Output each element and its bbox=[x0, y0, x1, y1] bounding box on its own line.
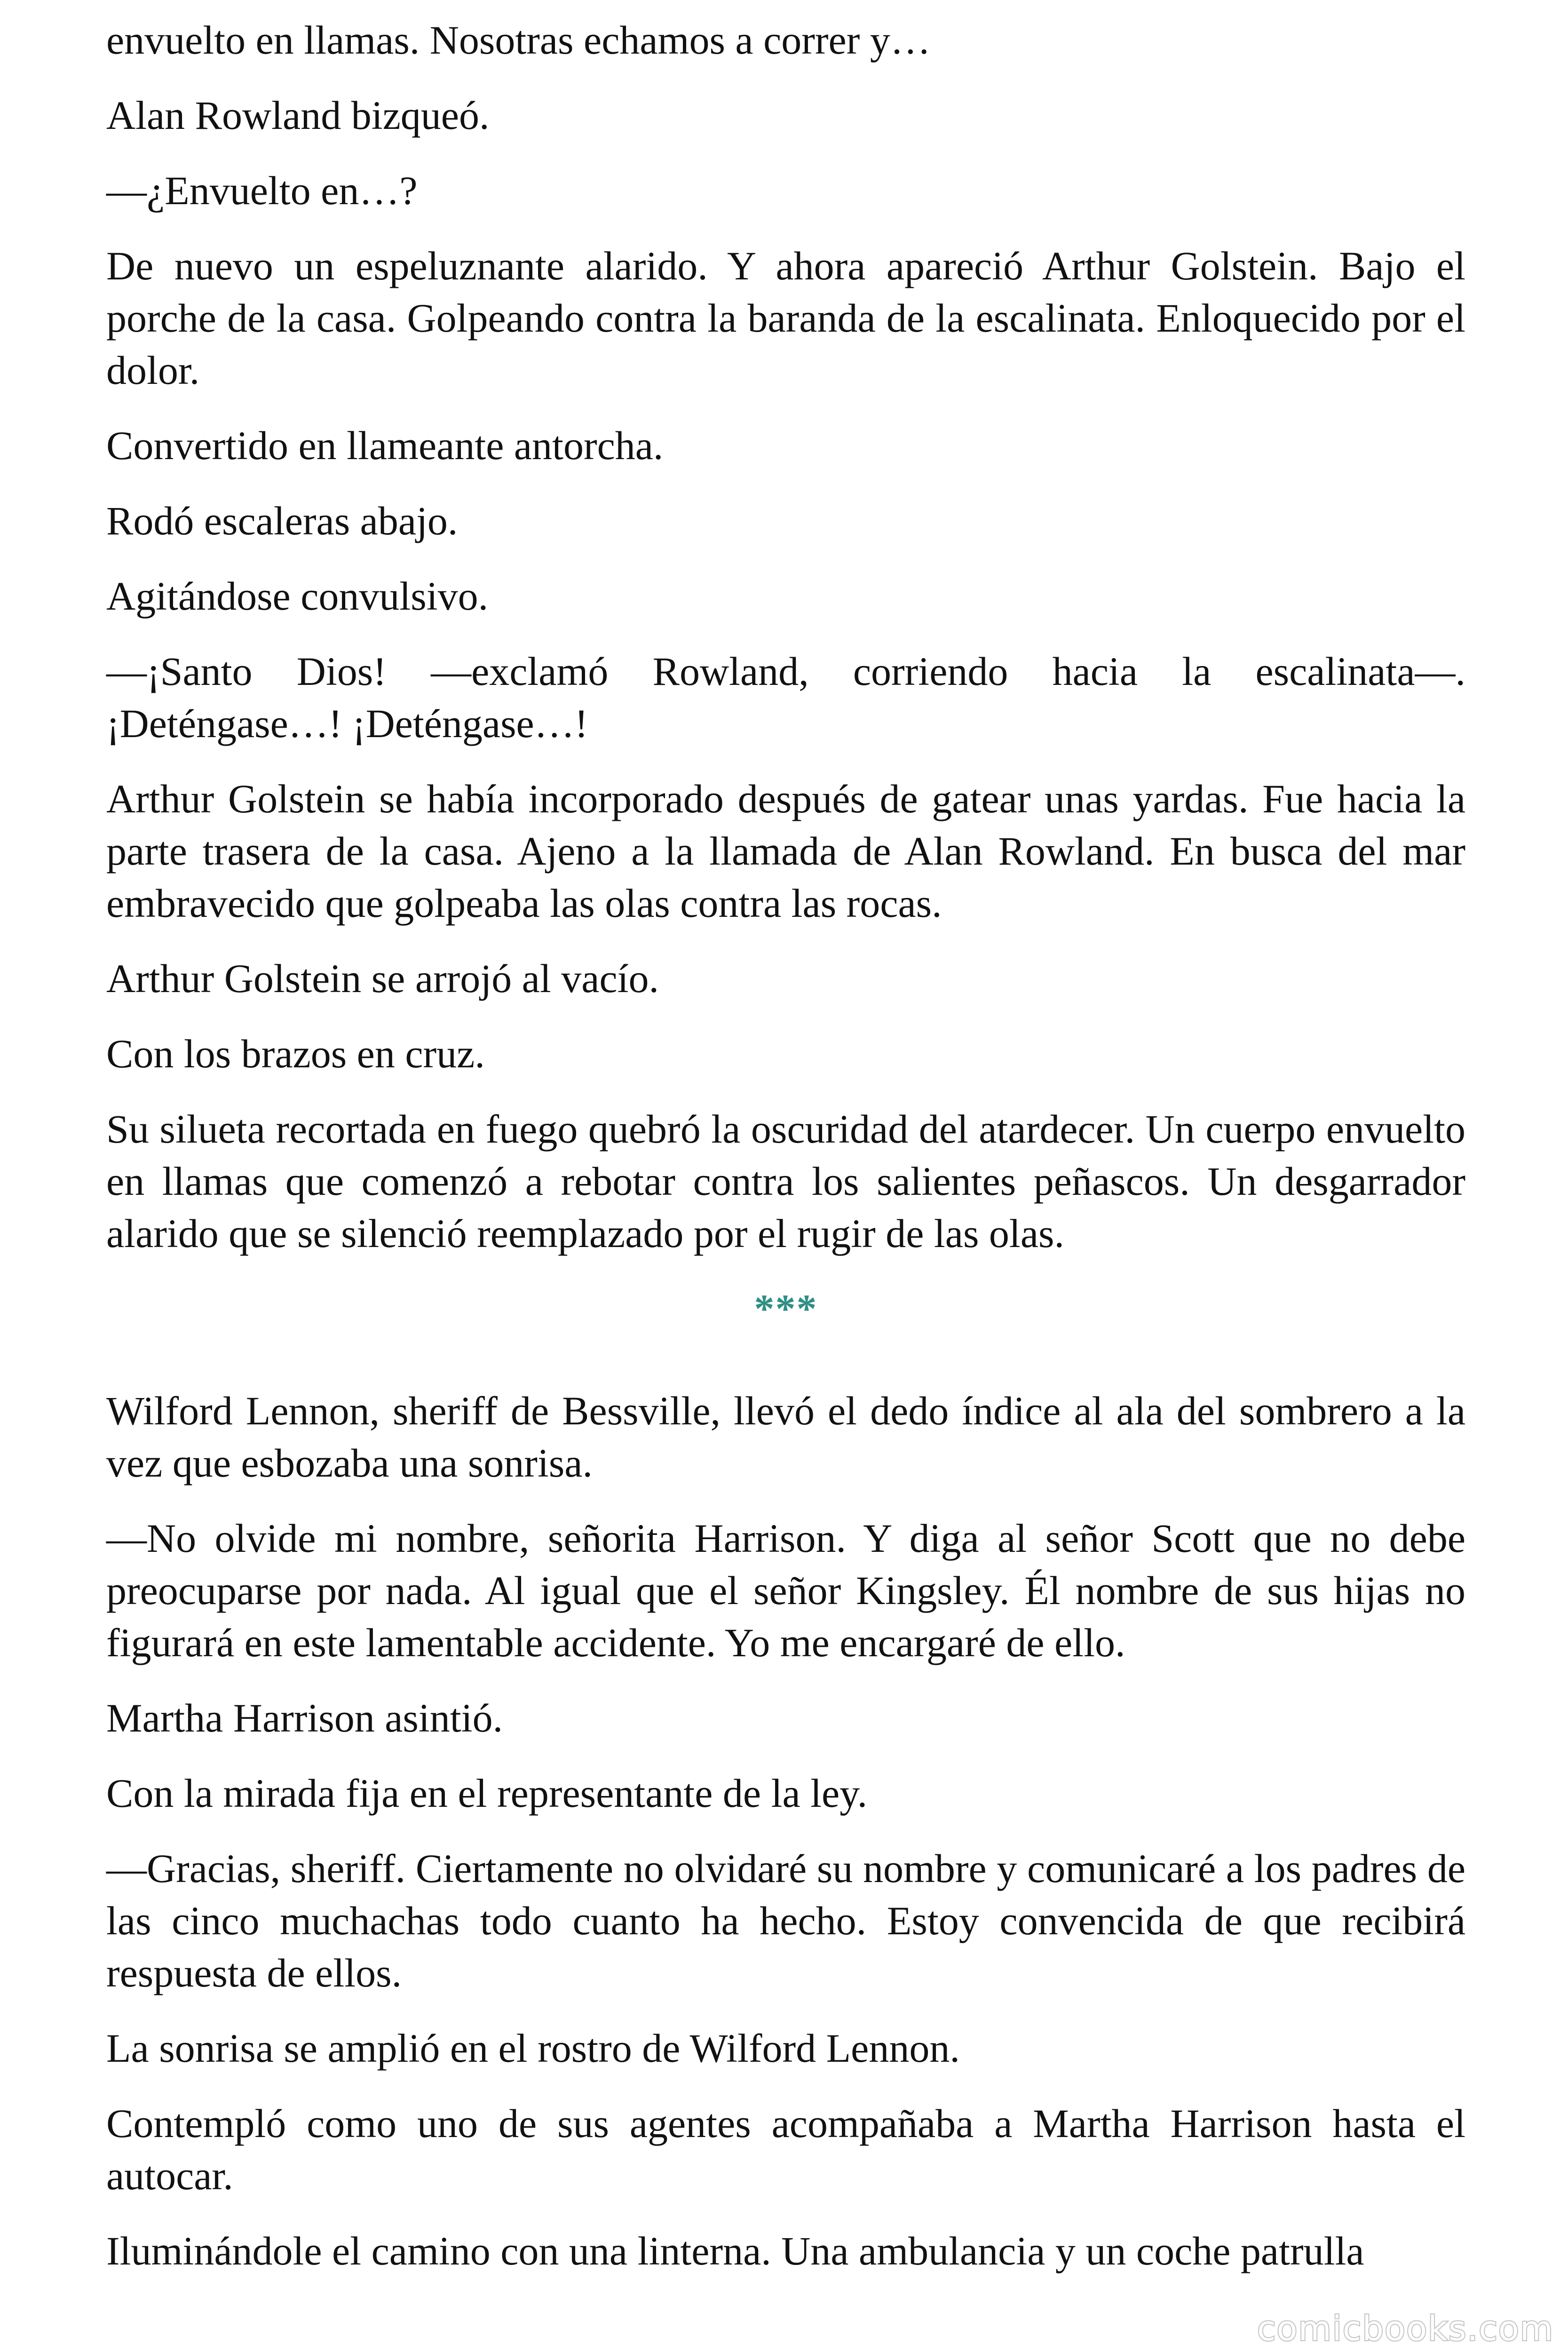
paragraph: Arthur Golstein se había incorporado después de gatear unas yardas. Fue hacia la parte trasera de la casa. Ajeno a la llamada de Alan Rowland. En busca del mar embravecido que golpeaba las olas contra las rocas. bbox=[106, 776, 1465, 926]
paragraph: —No olvide mi nombre, señorita Harrison. Y diga al señor Scott que no debe preocuparse por nada. Al igual que el señor Kingsley. Él nombre de sus hijas no figurará en este lamentable accidente. Yo me encargaré de ello. bbox=[106, 1516, 1465, 1665]
paragraph: De nuevo un espeluznante alarido. Y ahora apareció Arthur Golstein. Bajo el porche de la casa. Golpeando contra la baranda de la escalinata. Enloquecido por el dolor. bbox=[106, 243, 1465, 393]
document-page bbox=[106, 14, 1465, 2300]
paragraph: Iluminándole el camino con una linterna. Una ambulancia y un coche patrulla bbox=[106, 2228, 1364, 2273]
paragraph: Agitándose convulsivo. bbox=[106, 573, 489, 619]
paragraph: Convertido en llameante antorcha. bbox=[106, 423, 664, 468]
text-section-before bbox=[106, 14, 1465, 1260]
paragraph: La sonrisa se amplió en el rostro de Wilford Lennon. bbox=[106, 2026, 960, 2071]
paragraph: Contempló como uno de sus agentes acompañaba a Martha Harrison hasta el autocar. bbox=[106, 2101, 1465, 2198]
paragraph: —¡Santo Dios! —exclamó Rowland, corriendo hacia la escalinata—. ¡Deténgase…! ¡Deténgase…! bbox=[106, 649, 1465, 746]
paragraph: —¿Envuelto en…? bbox=[106, 168, 418, 213]
paragraph: Con la mirada fija en el representante de la ley. bbox=[106, 1771, 868, 1816]
paragraph: Su silueta recortada en fuego quebró la oscuridad del atardecer. Un cuerpo envuelto en llamas que comenzó a rebotar contra los salientes peñascos. Un desgarrador alarido que se silenció reemplazado por el rugir de las olas. bbox=[106, 1106, 1465, 1256]
paragraph: —Gracias, sheriff. Ciertamente no olvidaré su nombre y comunicaré a los padres de las cinco muchachas todo cuanto ha hecho. Estoy convencida de que recibirá respuesta de ellos. bbox=[106, 1846, 1465, 1995]
paragraph: Martha Harrison asintió. bbox=[106, 1695, 503, 1740]
paragraph: envuelto en llamas. Nosotras echamos a correr y… bbox=[106, 17, 931, 63]
paragraph: Rodó escaleras abajo. bbox=[106, 498, 458, 543]
scene-separator: *** bbox=[754, 1286, 818, 1331]
paragraph: Alan Rowland bizqueó. bbox=[106, 93, 490, 138]
paragraph: Arthur Golstein se arrojó al vacío. bbox=[106, 956, 659, 1001]
text-section-after bbox=[106, 1385, 1465, 2277]
paragraph: Con los brazos en cruz. bbox=[106, 1031, 485, 1076]
watermark: comicbooks.com bbox=[1257, 2309, 1554, 2348]
paragraph: Wilford Lennon, sheriff de Bessville, llevó el dedo índice al ala del sombrero a la vez que esbozaba una sonrisa. bbox=[106, 1388, 1465, 1486]
